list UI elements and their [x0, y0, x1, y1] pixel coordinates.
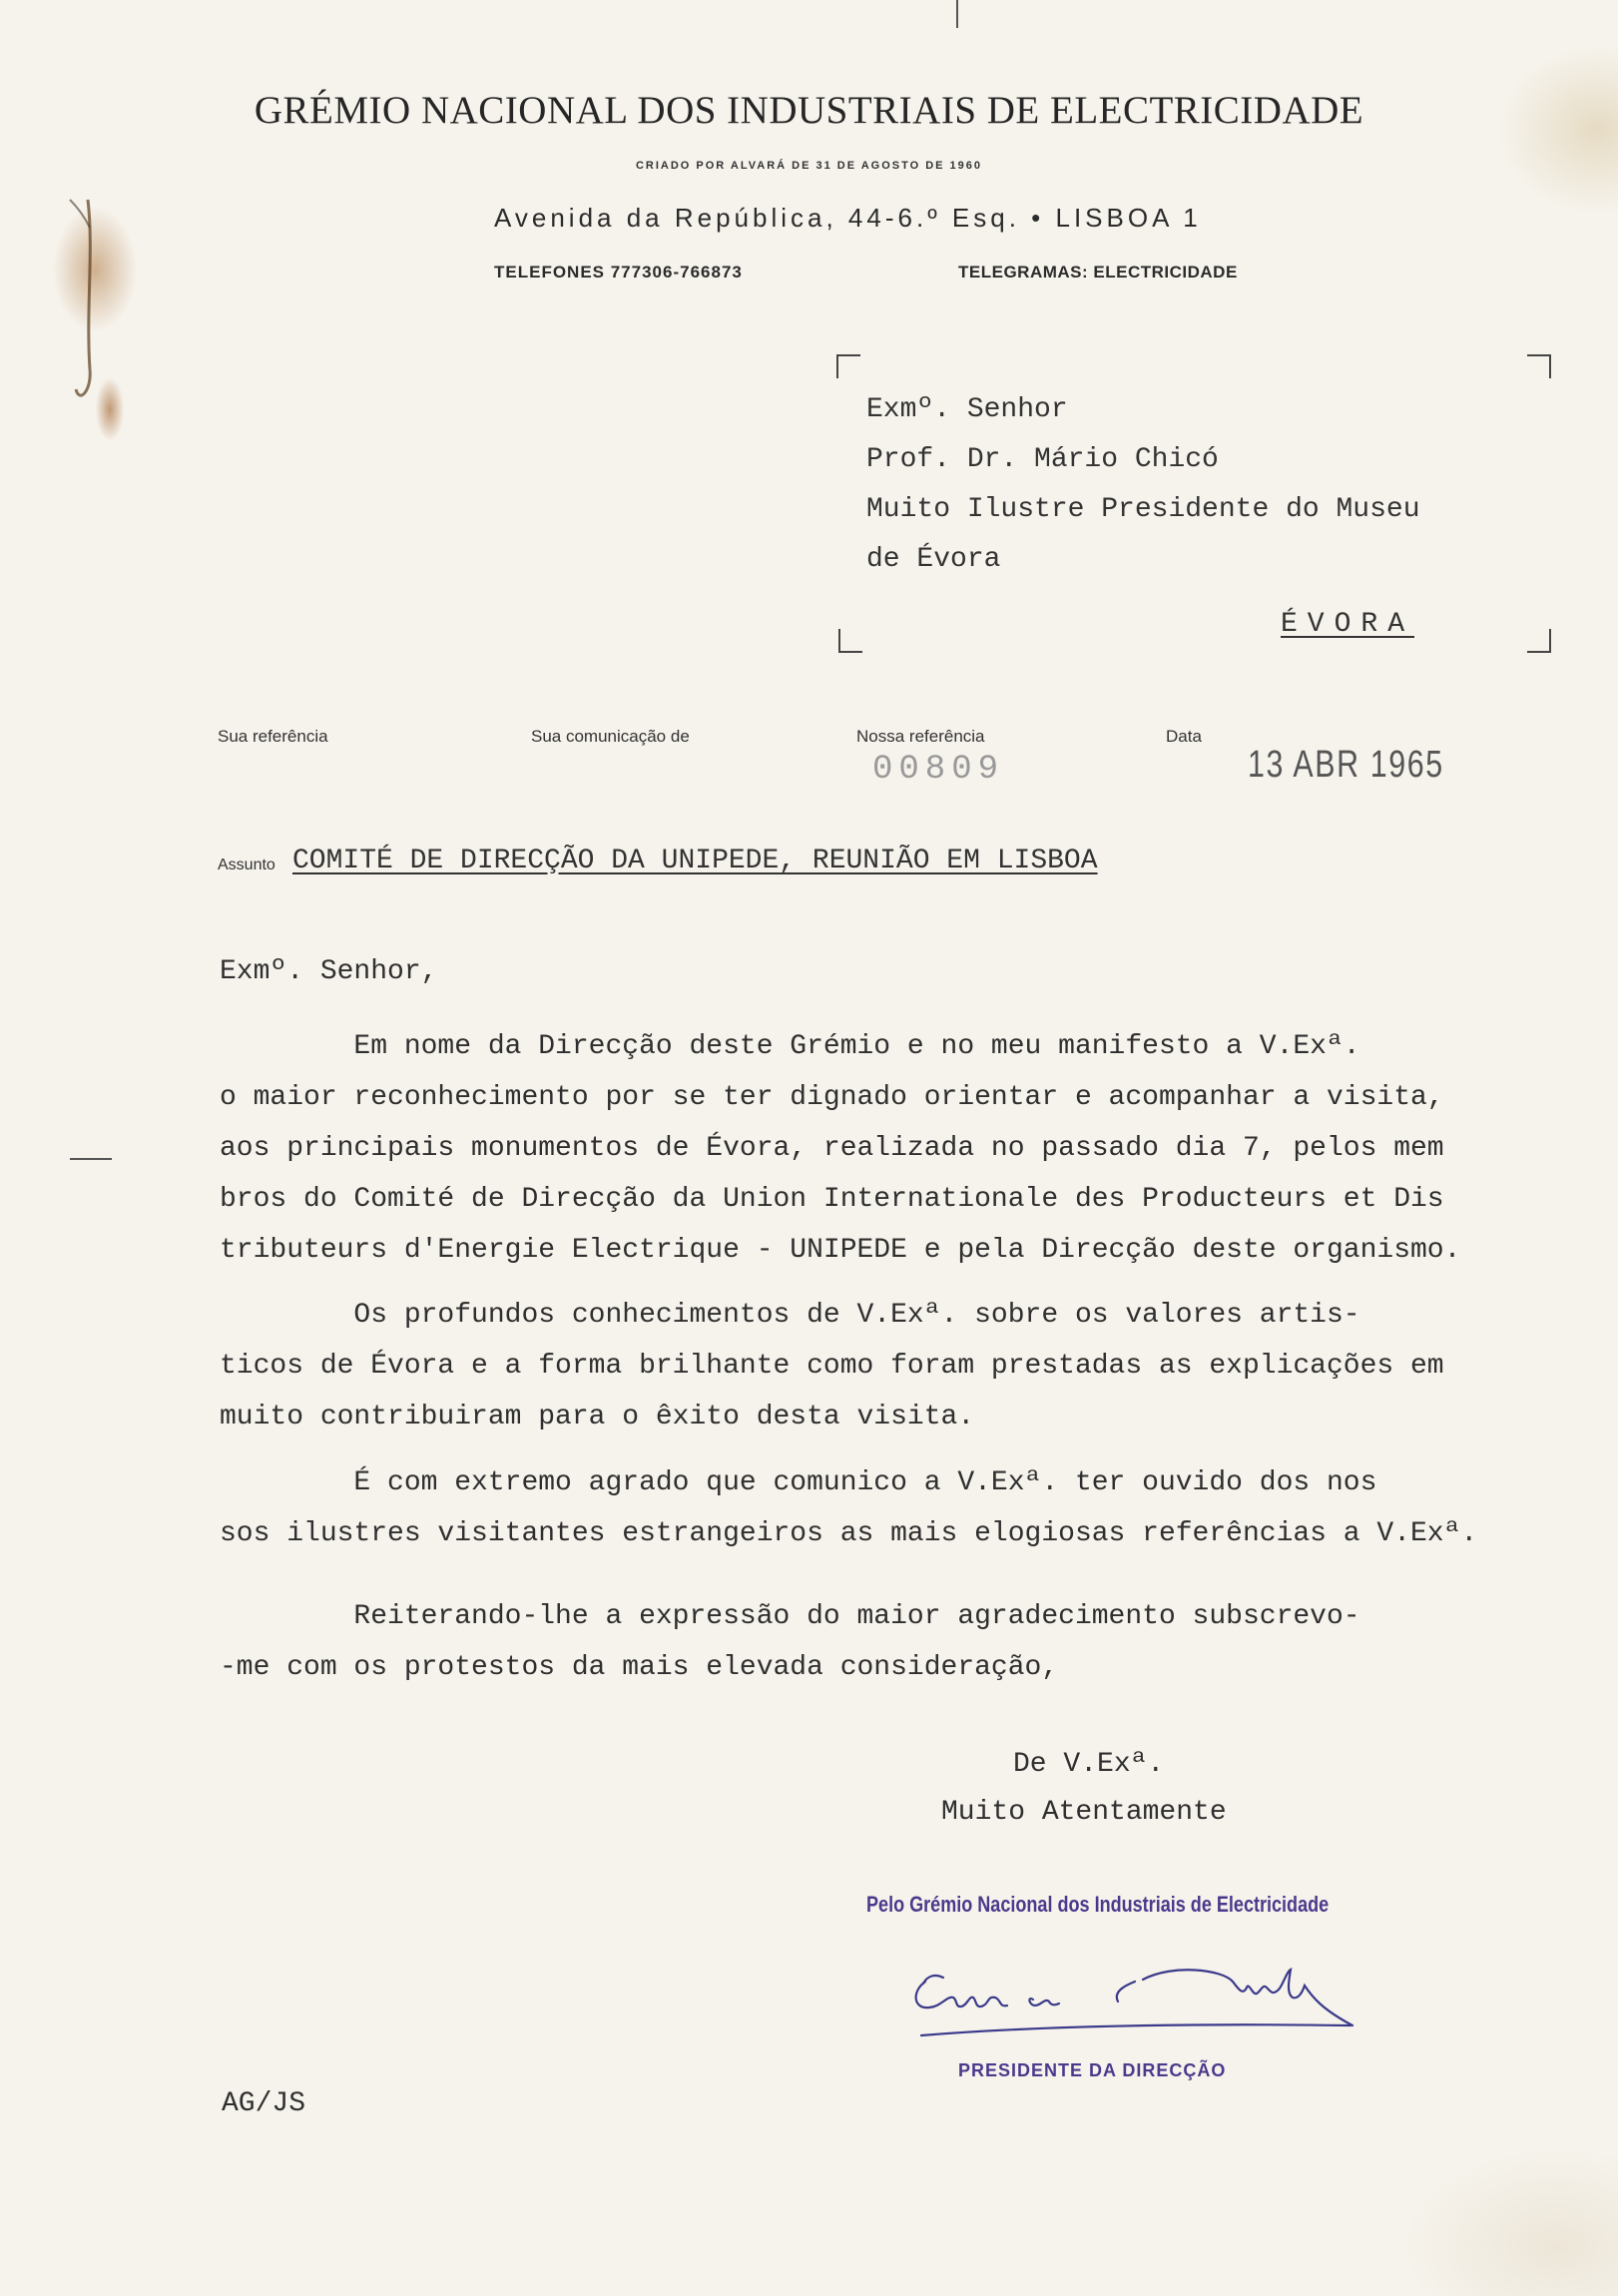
data-label: Data: [1166, 727, 1202, 746]
telegram-line: TELEGRAMAS: ELECTRICIDADE: [958, 263, 1238, 282]
recipient-city: ÉVORA: [1281, 609, 1415, 640]
address-line: Avenida da República, 44-6.º Esq. • LISBOA 1: [494, 203, 1202, 233]
subject-text: COMITÉ DE DIRECÇÃO DA UNIPEDE, REUNIÃO EM LISBOA: [292, 846, 1098, 876]
window-corner-top-right: [1527, 354, 1551, 378]
sua-comunicacao-label: Sua comunicação de: [531, 727, 690, 746]
creation-note: CRIADO POR ALVARÁ DE 31 DE AGOSTO DE 1960: [635, 160, 983, 172]
recipient-line-4: de Évora: [866, 544, 1001, 575]
signature-stamp-organization: Pelo Grémio Nacional dos Industriais de Electricidade: [866, 1892, 1330, 1917]
window-corner-bottom-right: [1527, 629, 1551, 653]
date-stamp: 13 ABR 1965: [1248, 744, 1444, 786]
nossa-referencia-value: 00809: [872, 751, 1005, 789]
body-paragraph-4: Reiterando-lhe a expressão do maior agradecimento subscrevo- -me com os protestos da mais elevada consideração,: [220, 1601, 1360, 1683]
salutation: Exmº. Senhor,: [220, 956, 438, 987]
window-corner-bottom-left: [838, 629, 862, 653]
window-corner-top-left: [836, 354, 860, 378]
closing-line-2: Muito Atentamente: [941, 1797, 1227, 1828]
typist-initials: AG/JS: [222, 2088, 306, 2119]
body-paragraph-3: É com extremo agrado que comunico a V.Exª. ter ouvido dos nos sos ilustres visitantes estrangeiros as mais elogiosas referências a V.Exª.: [220, 1467, 1478, 1549]
margin-stain-mark: [50, 190, 120, 439]
subject-label: Assunto: [218, 857, 275, 873]
body-paragraph-1: Em nome da Direcção deste Grémio e no meu manifesto a V.Exª. o maior reconhecimento por se ter dignado orientar e acompanhar a visita, aos principais monumentos de Évora, realizada no passado dia 7, pelos mem bros do Comité de Direcção da Union Internationale des Producteurs et Dis tributeurs d'Energie Electrique - UNIPEDE e pela Direcção deste organismo.: [220, 1031, 1461, 1266]
closing-line-1: De V.Exª.: [1013, 1749, 1165, 1780]
recipient-line-3: Muito Ilustre Presidente do Museu: [866, 494, 1420, 525]
recipient-line-1: Exmº. Senhor: [866, 394, 1068, 425]
recipient-line-2: Prof. Dr. Mário Chicó: [866, 444, 1219, 475]
margin-dash: [70, 1158, 112, 1160]
signature-stamp-title: PRESIDENTE DA DIRECÇÃO: [958, 2060, 1227, 2080]
body-paragraph-2: Os profundos conhecimentos de V.Exª. sobre os valores artis- ticos de Évora e a forma brilhante como foram prestadas as explicações em muito contribuiram para o êxito desta visita.: [220, 1300, 1444, 1433]
top-fold-mark: [956, 0, 958, 28]
nossa-referencia-label: Nossa referência: [856, 727, 985, 746]
handwritten-signature: [903, 1952, 1362, 2051]
sua-referencia-label: Sua referência: [218, 727, 328, 746]
phone-line: TELEFONES 777306-766873: [494, 263, 743, 282]
organization-name: GRÉMIO NACIONAL DOS INDUSTRIAIS DE ELECTRICIDADE: [254, 89, 1364, 132]
